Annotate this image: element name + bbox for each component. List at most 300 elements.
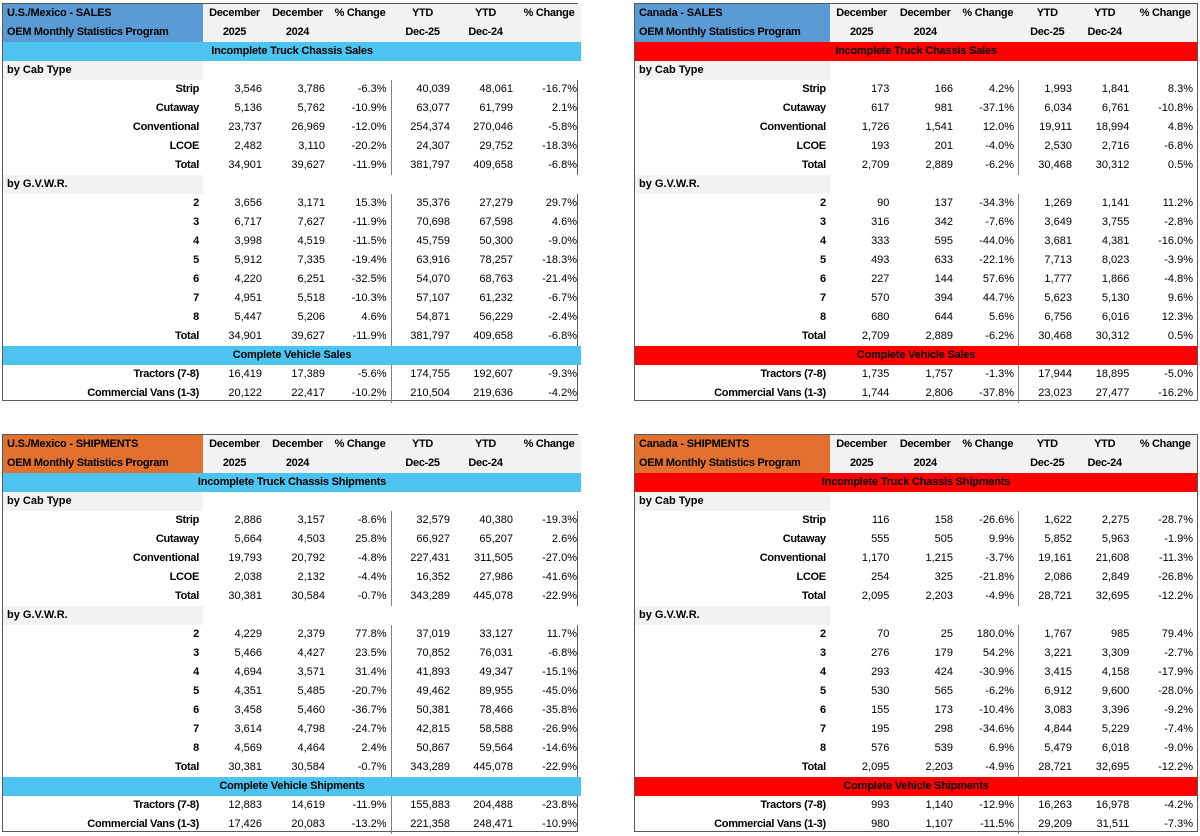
column-header-pct-change-month: % Change	[329, 435, 391, 454]
data-cell: 595	[934, 235, 953, 247]
data-cell: 31,511	[1096, 818, 1130, 830]
data-cell: 2.6%	[551, 533, 577, 545]
table-row	[635, 796, 1197, 815]
data-cell: 59,564	[479, 742, 513, 754]
row-label: 7	[193, 292, 199, 304]
data-cell: 227,431	[391, 549, 454, 568]
statistics-table	[635, 435, 1197, 834]
data-cell: 1,541	[925, 121, 953, 133]
data-cell: 409,658	[473, 159, 513, 171]
data-cell: 30,381	[228, 590, 262, 602]
row-label: Cutaway	[782, 533, 826, 545]
data-cell: 1,744	[861, 387, 890, 399]
panel-subtitle: OEM Monthly Statistics Program	[635, 23, 830, 42]
data-cell: 493	[871, 254, 890, 266]
data-cell: -26.8%	[1158, 571, 1193, 583]
data-cell: 4,229	[234, 628, 262, 640]
data-cell: 54.2%	[982, 647, 1015, 659]
column-subheader-blank-month	[329, 454, 391, 473]
data-cell: 116	[871, 514, 890, 526]
data-cell: 6,034	[1019, 99, 1076, 118]
table-row	[635, 308, 1197, 327]
group-blank-ytd	[1019, 492, 1197, 511]
table-row	[635, 289, 1197, 308]
data-cell: -11.9%	[352, 216, 387, 228]
statistics-table	[3, 435, 581, 834]
table-row	[3, 232, 581, 251]
column-header-dec-current: December	[830, 4, 894, 23]
data-cell: 57.6%	[982, 273, 1015, 285]
row-label: 8	[820, 742, 826, 754]
data-cell: 1,140	[925, 799, 953, 811]
group-label-cab-type: by Cab Type	[3, 492, 203, 511]
row-label: Tractors (7-8)	[133, 799, 199, 811]
row-label: Total	[175, 159, 199, 171]
data-cell: -4.8%	[357, 552, 387, 564]
data-cell: 6,761	[1101, 102, 1130, 114]
table-row	[3, 213, 581, 232]
data-cell: 248,471	[473, 818, 513, 830]
data-cell: 5,130	[1101, 292, 1130, 304]
data-cell: -28.0%	[1158, 685, 1193, 697]
data-cell: 993	[871, 799, 890, 811]
data-cell: 30,584	[291, 590, 325, 602]
data-cell: 1,726	[861, 121, 890, 133]
data-cell: 210,504	[391, 384, 454, 403]
row-label: Cutaway	[155, 102, 199, 114]
data-cell: 35,376	[391, 194, 454, 213]
row-label: Total	[175, 761, 199, 773]
group-blank-month	[830, 61, 1019, 80]
column-header-ytd-prior: YTD	[454, 435, 517, 454]
table-row	[3, 815, 581, 834]
data-cell: 3,309	[1101, 647, 1130, 659]
data-cell: 4.8%	[1167, 121, 1193, 133]
section-band-complete	[3, 346, 581, 365]
data-cell: 68,763	[479, 273, 513, 285]
table-row	[3, 739, 581, 758]
data-cell: 3,083	[1019, 701, 1076, 720]
data-cell: 26,969	[291, 121, 325, 133]
column-subheader-ytd-prior: Dec-24	[1076, 23, 1133, 42]
data-cell: 6,912	[1019, 682, 1076, 701]
data-cell: 565	[934, 685, 953, 697]
data-cell: 20,083	[291, 818, 325, 830]
data-cell: 342	[934, 216, 953, 228]
data-cell: -7.4%	[1164, 723, 1193, 735]
group-blank-month	[203, 175, 391, 194]
data-cell: -21.4%	[542, 273, 577, 285]
table-row	[3, 384, 581, 403]
data-cell: -12.0%	[351, 121, 387, 133]
data-cell: -37.8%	[979, 387, 1015, 399]
group-label-gvwr: by G.V.W.R.	[3, 175, 203, 194]
data-cell: 37,019	[391, 625, 454, 644]
data-cell: 193	[871, 140, 890, 152]
table-row	[635, 549, 1197, 568]
data-cell: -11.3%	[1158, 552, 1193, 564]
data-cell: 2,379	[297, 628, 325, 640]
data-cell: 2,849	[1101, 571, 1130, 583]
data-cell: -10.9%	[542, 818, 577, 830]
data-cell: 49,347	[479, 666, 513, 678]
data-cell: -5.6%	[357, 368, 387, 380]
row-label: 2	[820, 628, 826, 640]
column-subheader-ytd-prior: Dec-24	[454, 23, 517, 42]
data-cell: 11.7%	[546, 628, 577, 640]
data-cell: 3,755	[1101, 216, 1130, 228]
data-cell: 5,136	[234, 102, 262, 114]
row-label: 2	[193, 197, 199, 209]
table-row	[3, 682, 581, 701]
data-cell: 70,698	[391, 213, 454, 232]
data-cell: 18,895	[1095, 368, 1130, 380]
data-cell: 30,584	[291, 761, 325, 773]
table-row	[635, 384, 1197, 403]
data-cell: 2,709	[861, 330, 890, 342]
data-cell: 42,815	[391, 720, 454, 739]
table-row	[3, 327, 581, 346]
data-cell: 174,755	[391, 365, 454, 384]
data-cell: 155,883	[391, 796, 454, 815]
data-cell: 30,468	[1019, 156, 1076, 175]
data-cell: 16,263	[1019, 796, 1076, 815]
table-row	[3, 511, 581, 530]
group-label-gvwr: by G.V.W.R.	[635, 175, 830, 194]
group-blank-month	[203, 606, 391, 625]
data-cell: 445,078	[473, 761, 513, 773]
statistics-table	[3, 4, 581, 403]
row-label: Total	[175, 590, 199, 602]
data-cell: -6.2%	[985, 685, 1015, 697]
data-cell: 5,229	[1101, 723, 1130, 735]
table-row	[635, 251, 1197, 270]
row-label: Tractors (7-8)	[133, 368, 199, 380]
data-cell: 27,279	[479, 197, 513, 209]
data-cell: 57,107	[391, 289, 454, 308]
row-label: Total	[801, 761, 826, 773]
data-cell: 65,207	[479, 533, 513, 545]
group-header-cab-type	[3, 492, 581, 511]
column-header-pct-change-month: % Change	[957, 4, 1019, 23]
data-cell: 5,623	[1019, 289, 1076, 308]
group-blank-ytd	[1019, 61, 1197, 80]
data-cell: 293	[871, 666, 890, 678]
column-header-dec-prior: December	[266, 435, 329, 454]
column-subheader-blank-ytd	[517, 454, 581, 473]
data-cell: 79.4%	[1161, 628, 1193, 640]
section-band-label: Complete Vehicle Shipments	[635, 777, 1197, 796]
data-cell: 6,016	[1101, 311, 1130, 323]
data-cell: 179	[934, 647, 953, 659]
row-label: Commercial Vans (1-3)	[714, 818, 826, 830]
table-row	[3, 568, 581, 587]
data-cell: 3,614	[234, 723, 262, 735]
column-header-ytd-current: YTD	[1019, 435, 1076, 454]
data-cell: 4.2%	[988, 83, 1015, 95]
row-label: Commercial Vans (1-3)	[87, 387, 199, 399]
data-cell: 9,600	[1101, 685, 1130, 697]
row-label: 3	[193, 647, 199, 659]
data-cell: -2.7%	[1164, 647, 1193, 659]
data-cell: 3,998	[234, 235, 262, 247]
group-blank-ytd	[1019, 606, 1197, 625]
group-header-cab-type	[3, 61, 581, 80]
data-cell: 3,157	[297, 514, 325, 526]
table-title-row	[635, 435, 1197, 454]
panel-us-mexico-shipments	[2, 434, 578, 832]
column-header-dec-prior: December	[893, 435, 957, 454]
data-cell: 24,307	[391, 137, 454, 156]
data-cell: 50,300	[479, 235, 513, 247]
data-cell: 20,792	[291, 552, 325, 564]
group-header-gvwr	[3, 606, 581, 625]
data-cell: 1,767	[1019, 625, 1076, 644]
data-cell: 39,627	[291, 330, 325, 342]
data-cell: 3,681	[1019, 232, 1076, 251]
group-blank-ytd	[391, 175, 581, 194]
data-cell: 298	[934, 723, 953, 735]
section-band-complete	[635, 346, 1197, 365]
data-cell: 9.6%	[1167, 292, 1193, 304]
data-cell: -21.8%	[979, 571, 1015, 583]
row-label: 6	[193, 273, 199, 285]
data-cell: 6.9%	[988, 742, 1015, 754]
data-cell: 4,798	[297, 723, 325, 735]
data-cell: 30,312	[1095, 330, 1130, 342]
data-cell: 2,132	[297, 571, 325, 583]
section-band-label: Complete Vehicle Sales	[635, 346, 1197, 365]
data-cell: 30,468	[1019, 327, 1076, 346]
data-cell: 644	[934, 311, 953, 323]
table-row	[3, 530, 581, 549]
group-label-cab-type: by Cab Type	[3, 61, 203, 80]
group-label-gvwr: by G.V.W.R.	[3, 606, 203, 625]
data-cell: 67,598	[479, 216, 513, 228]
data-cell: 5,447	[234, 311, 262, 323]
data-cell: 33,127	[479, 628, 513, 640]
row-label: 2	[820, 197, 826, 209]
panel-title: Canada - SALES	[635, 4, 830, 23]
group-blank-month	[830, 492, 1019, 511]
row-label: Tractors (7-8)	[760, 368, 826, 380]
table-row	[635, 194, 1197, 213]
table-row	[3, 625, 581, 644]
data-cell: 49,462	[391, 682, 454, 701]
group-blank-month	[203, 492, 391, 511]
column-subheader-ytd-current: Dec-25	[391, 454, 454, 473]
column-subheader-year-prior: 2024	[893, 454, 957, 473]
data-cell: 70,852	[391, 644, 454, 663]
data-cell: 4,351	[234, 685, 262, 697]
group-header-gvwr	[3, 175, 581, 194]
data-cell: 4,569	[234, 742, 262, 754]
data-cell: 63,916	[391, 251, 454, 270]
table-row	[3, 80, 581, 99]
data-cell: 166	[934, 83, 953, 95]
row-label: 2	[193, 628, 199, 640]
data-cell: 4,519	[297, 235, 325, 247]
data-cell: 155	[871, 704, 890, 716]
data-cell: 3,649	[1019, 213, 1076, 232]
data-cell: 1,622	[1019, 511, 1076, 530]
data-cell: 505	[934, 533, 953, 545]
data-cell: -10.2%	[351, 387, 387, 399]
column-header-ytd-current: YTD	[391, 435, 454, 454]
data-cell: 1,841	[1101, 83, 1130, 95]
row-label: Strip	[175, 83, 199, 95]
data-cell: 0.5%	[1167, 330, 1193, 342]
row-label: 4	[820, 235, 826, 247]
data-cell: 28,721	[1019, 587, 1076, 606]
data-cell: 6,251	[297, 273, 325, 285]
data-cell: 201	[934, 140, 953, 152]
data-cell: 276	[871, 647, 890, 659]
section-band-label: Complete Vehicle Sales	[3, 346, 581, 365]
group-blank-ytd	[1019, 175, 1197, 194]
data-cell: 5,664	[234, 533, 262, 545]
row-label: Conventional	[132, 121, 199, 133]
data-cell: -26.6%	[979, 514, 1015, 526]
column-subheader-year-current: 2025	[830, 454, 894, 473]
group-header-cab-type	[635, 492, 1197, 511]
row-label: Total	[801, 159, 826, 171]
row-label: 6	[820, 273, 826, 285]
table-row	[635, 530, 1197, 549]
table-row	[3, 118, 581, 137]
row-label: LCOE	[169, 571, 199, 583]
table-row	[635, 213, 1197, 232]
panel-title: U.S./Mexico - SHIPMENTS	[3, 435, 203, 454]
data-cell: 539	[934, 742, 953, 754]
column-header-ytd-current: YTD	[1019, 4, 1076, 23]
group-header-cab-type	[635, 61, 1197, 80]
column-header-ytd-prior: YTD	[454, 4, 517, 23]
data-cell: 78,257	[479, 254, 513, 266]
table-row	[635, 511, 1197, 530]
data-cell: 158	[934, 514, 953, 526]
data-cell: -44.0%	[979, 235, 1015, 247]
data-cell: 3,546	[234, 83, 262, 95]
group-label-gvwr: by G.V.W.R.	[635, 606, 830, 625]
data-cell: 63,077	[391, 99, 454, 118]
data-cell: -32.5%	[351, 273, 387, 285]
row-label: Cutaway	[782, 102, 826, 114]
row-label: LCOE	[796, 140, 826, 152]
group-blank-ytd	[391, 606, 581, 625]
data-cell: 7,713	[1019, 251, 1076, 270]
data-cell: 23,023	[1019, 384, 1076, 403]
row-label: 8	[193, 311, 199, 323]
table-row	[3, 251, 581, 270]
data-cell: -4.9%	[985, 761, 1015, 773]
data-cell: 22,417	[291, 387, 325, 399]
data-cell: 4,427	[297, 647, 325, 659]
data-cell: 3,415	[1019, 663, 1076, 682]
data-cell: 4,464	[297, 742, 325, 754]
data-cell: -3.9%	[1164, 254, 1193, 266]
row-label: Total	[801, 590, 826, 602]
data-cell: 985	[1111, 628, 1130, 640]
data-cell: -1.3%	[985, 368, 1015, 380]
column-header-pct-change-ytd: % Change	[517, 4, 581, 23]
table-subtitle-row	[635, 454, 1197, 473]
data-cell: 5,206	[297, 311, 325, 323]
data-cell: -6.8%	[548, 647, 577, 659]
data-cell: -37.1%	[979, 102, 1015, 114]
table-row	[635, 758, 1197, 777]
data-cell: 1,866	[1101, 273, 1130, 285]
data-cell: -9.2%	[1164, 704, 1193, 716]
data-cell: -2.8%	[1164, 216, 1193, 228]
data-cell: 50,381	[391, 701, 454, 720]
row-label: 5	[820, 685, 826, 697]
data-cell: 2,806	[925, 387, 953, 399]
table-row	[635, 739, 1197, 758]
data-cell: 17,389	[291, 368, 325, 380]
data-cell: -10.8%	[1158, 102, 1193, 114]
column-subheader-blank-month	[957, 23, 1019, 42]
data-cell: 25	[940, 628, 953, 640]
data-cell: 980	[871, 818, 890, 830]
data-cell: 1,735	[861, 368, 890, 380]
data-cell: 18,994	[1095, 121, 1130, 133]
data-cell: -4.8%	[1164, 273, 1193, 285]
data-cell: 34,901	[228, 330, 262, 342]
data-cell: -20.2%	[351, 140, 387, 152]
table-row	[3, 289, 581, 308]
data-cell: -7.6%	[985, 216, 1015, 228]
data-cell: 2,886	[234, 514, 262, 526]
data-cell: 1,269	[1019, 194, 1076, 213]
group-blank-month	[203, 61, 391, 80]
section-band-incomplete	[635, 473, 1197, 492]
data-cell: 27,986	[479, 571, 513, 583]
row-label: 3	[820, 216, 826, 228]
data-cell: -30.9%	[979, 666, 1015, 678]
data-cell: -18.3%	[542, 254, 577, 266]
column-header-pct-change-month: % Change	[957, 435, 1019, 454]
data-cell: 4,158	[1101, 666, 1130, 678]
data-cell: 311,505	[474, 552, 513, 564]
data-cell: 2,709	[861, 159, 890, 171]
data-cell: -6.3%	[357, 83, 387, 95]
table-title-row	[635, 4, 1197, 23]
data-cell: -2.4%	[548, 311, 577, 323]
data-cell: 44.7%	[982, 292, 1015, 304]
data-cell: 576	[871, 742, 890, 754]
column-subheader-ytd-current: Dec-25	[1019, 454, 1076, 473]
data-cell: -6.8%	[1164, 140, 1193, 152]
data-cell: 4.6%	[361, 311, 387, 323]
row-label: Strip	[802, 514, 826, 526]
data-cell: -6.2%	[985, 159, 1015, 171]
section-band-label: Incomplete Truck Chassis Shipments	[3, 473, 581, 492]
panel-canada-shipments	[634, 434, 1198, 832]
column-header-pct-change-month: % Change	[329, 4, 391, 23]
column-subheader-blank-month	[329, 23, 391, 42]
row-label: Strip	[802, 83, 826, 95]
data-cell: 270,046	[473, 121, 513, 133]
data-cell: -18.3%	[542, 140, 577, 152]
data-cell: 5,460	[297, 704, 325, 716]
data-cell: 34,901	[228, 159, 262, 171]
data-cell: 58,588	[479, 723, 513, 735]
row-label: Total	[801, 330, 826, 342]
group-blank-month	[830, 606, 1019, 625]
data-cell: -14.6%	[542, 742, 577, 754]
data-cell: -28.7%	[1158, 514, 1193, 526]
